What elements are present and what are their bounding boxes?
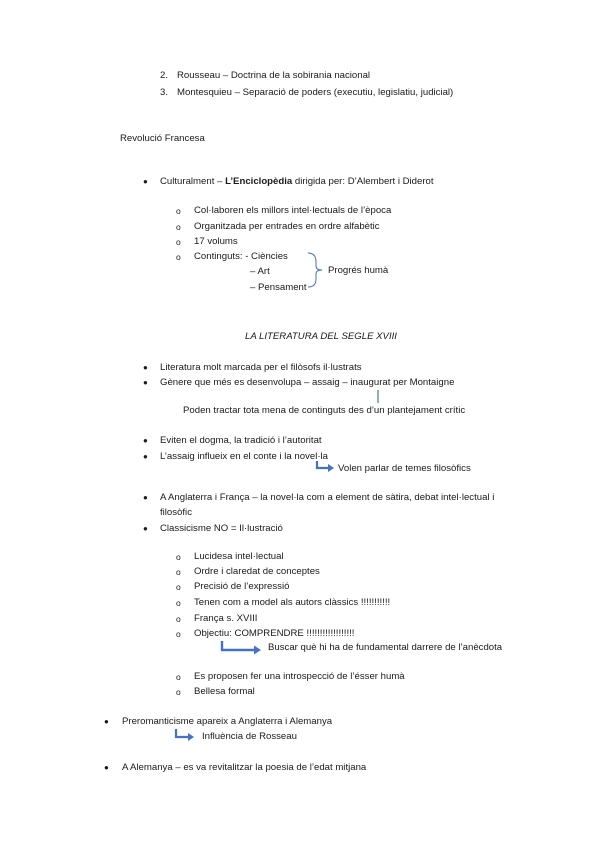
bullet-icon: ● (143, 452, 148, 461)
circle-bullet-icon: o (176, 552, 181, 562)
list-item: Es proposen fer una introspecció de l’ésser humà (194, 671, 405, 682)
list-item: Col·laboren els millors intel·lectuals de l’època (194, 205, 392, 216)
list-item: Organitzada per entrades en ordre alfabètic (194, 221, 380, 232)
bullet-item-continuation: filosòfic (160, 507, 192, 518)
circle-bullet-icon: o (176, 222, 181, 232)
bullet-item: L’assaig influeix en el conte i la novel·la (160, 451, 328, 462)
circle-bullet-icon: o (176, 252, 181, 262)
circle-bullet-icon: o (176, 237, 181, 247)
bullet-icon: ● (143, 436, 148, 445)
bullet-icon: ● (143, 378, 148, 387)
circle-bullet-icon: o (176, 598, 181, 608)
philosophical-note: Volen parlar de temes filosòfics (338, 463, 471, 474)
bullet-item: Literatura molt marcada per el filòsofs il·lustrats (160, 362, 362, 373)
content-sub-item: – Art (250, 266, 270, 277)
progress-label: Progrés humà (328, 265, 389, 276)
bullet-icon: ● (143, 177, 148, 186)
bullet-item: Gènere que més es desenvolupa – assaig – inaugurat per Montaigne (160, 377, 455, 388)
circle-bullet-icon: o (176, 672, 181, 682)
circle-bullet-icon: o (176, 614, 181, 624)
bullet-icon: ● (143, 524, 148, 533)
numbered-item: Rousseau – Doctrina de la sobirania nacional (177, 70, 371, 81)
objective-note: Buscar què hi ha de fundamental darrere de l’anècdota (268, 642, 503, 653)
circle-bullet-icon: o (176, 206, 181, 216)
list-item: Precisió de l’expressió (194, 581, 290, 592)
bullet-icon: ● (143, 493, 148, 502)
rousseau-note: Influència de Rosseau (202, 731, 297, 742)
numbered-item: Montesquieu – Separació de poders (executiu, legislatiu, judicial) (177, 87, 454, 98)
essay-note: Poden tractar tota mena de continguts des d’un plantejament crític (183, 405, 466, 416)
bullet-item: A Anglaterra i França – la novel·la com a element de sàtira, debat intel·lectual i (160, 492, 495, 503)
list-item: França s. XVIII (194, 613, 258, 624)
content-sub-item: – Pensament (250, 282, 307, 293)
list-item: Objectiu: COMPRENDRE !!!!!!!!!!!!!!!!!! (194, 628, 355, 639)
bullet-item: A Alemanya – es va revitalitzar la poesia de l’edat mitjana (122, 762, 367, 773)
literature-title: LA LITERATURA DEL SEGLE XVIII (245, 331, 397, 342)
list-item: Tenen com a model als autors clàssics !!!!!!!!!!! (194, 597, 391, 608)
list-item: Continguts: - Ciències (194, 251, 288, 262)
section-heading: Revolució Francesa (120, 133, 205, 144)
bullet-icon: ● (104, 717, 109, 726)
bullet-item: Preromanticisme apareix a Anglaterra i Alemanya (122, 716, 333, 727)
bullet-item: Eviten el dogma, la tradició i l’autoritat (160, 435, 322, 446)
bullet-culturalment: Culturalment – L’Enciclopèdia dirigida per: D’Alembert i Diderot (160, 176, 434, 187)
list-item: Bellesa formal (194, 686, 255, 697)
list-item: 17 volums (194, 236, 238, 247)
circle-bullet-icon: o (176, 567, 181, 577)
list-item: Lucidesa intel·lectual (194, 551, 284, 562)
list-number: 3. (160, 87, 169, 98)
list-item: Ordre i claredat de conceptes (194, 566, 320, 577)
circle-bullet-icon: o (176, 687, 181, 697)
list-number: 2. (160, 70, 169, 81)
circle-bullet-icon: o (176, 582, 181, 592)
bullet-item: Classicisme NO = Il·lustració (160, 523, 283, 534)
circle-bullet-icon: o (176, 629, 181, 639)
bullet-icon: ● (104, 763, 109, 772)
bullet-icon: ● (143, 363, 148, 372)
